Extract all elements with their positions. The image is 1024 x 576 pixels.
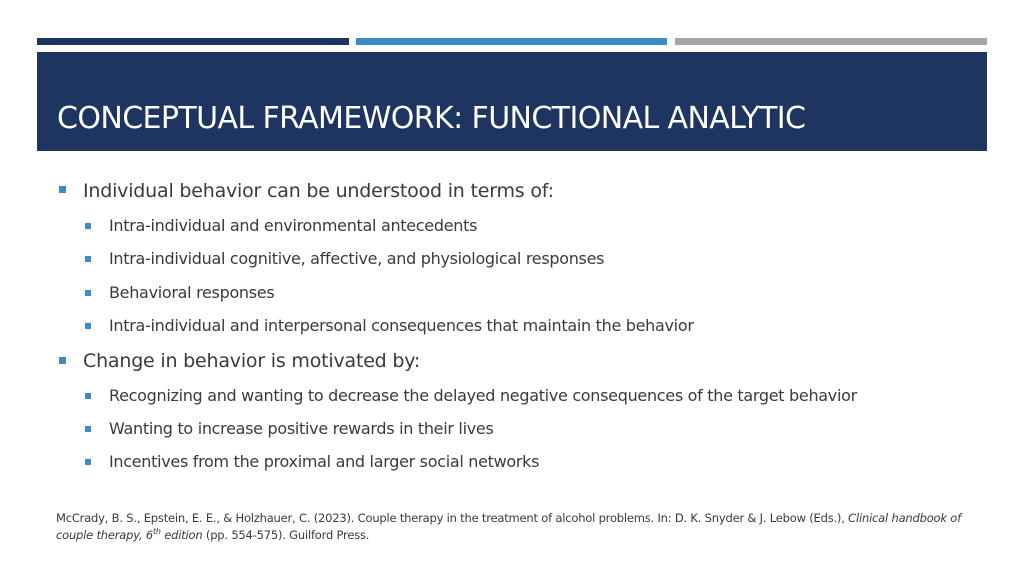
sub-bullet-text: Incentives from the proximal and larger social networks [109,452,540,471]
square-bullet-icon [59,357,66,364]
accent-bar-gray [675,38,987,45]
accent-bar-blue [356,38,667,45]
citation-pages-publisher: (pp. 554-575). Guilford Press. [205,528,370,542]
square-bullet-icon [85,459,91,465]
sub-bullet-text: Wanting to increase positive rewards in their lives [109,419,494,438]
sub-bullet-text: Behavioral responses [109,283,275,302]
citation-book-title: Clinical handbook of couple therapy, 6 [56,511,961,542]
sub-bullet-text: Intra-individual cognitive, affective, and physiological responses [109,249,605,268]
square-bullet-icon [85,290,91,296]
citation-edition: edition [164,528,203,542]
sub-bullet-text: Intra-individual and interpersonal consequences that maintain the behavior [109,316,694,335]
citation-superscript: th [152,527,161,537]
citation-footnote [56,510,976,544]
square-bullet-icon [85,323,91,329]
square-bullet-icon [85,256,91,262]
title-band [37,52,987,151]
sub-bullet-text: Recognizing and wanting to decrease the delayed negative consequences of the target behavior [109,386,857,405]
citation-authors: McCrady, B. S., Epstein, E. E., & Holzhauer, C. (2023). Couple therapy in the treatment of alcohol problems. In: D. K. Snyder & J. Lebow (Eds.), [56,511,845,525]
bullet-text: Individual behavior can be understood in terms of: [83,180,554,202]
square-bullet-icon [85,223,91,229]
square-bullet-icon [59,186,66,193]
slide-title: CONCEPTUAL FRAMEWORK: FUNCTIONAL ANALYTIC [57,101,806,136]
accent-bar-navy [37,38,349,45]
bullet-text: Change in behavior is motivated by: [83,350,421,372]
square-bullet-icon [85,426,91,432]
square-bullet-icon [85,393,91,399]
sub-bullet-text: Intra-individual and environmental antecedents [109,216,478,235]
